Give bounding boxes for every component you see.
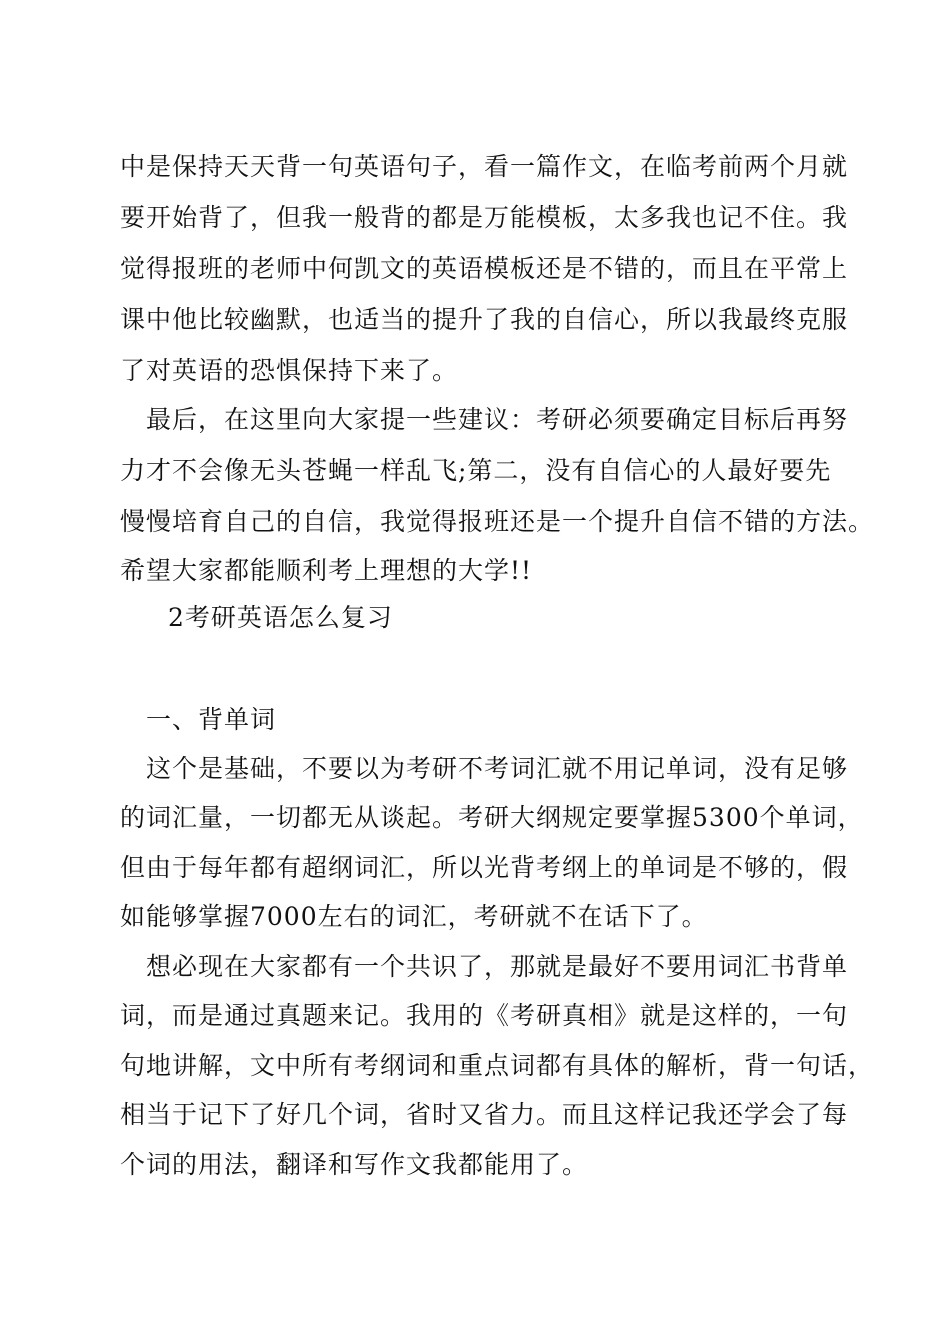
paragraph-3-line-1: 这个是基础，不要以为考研不考词汇就不用记单词，没有足够 — [146, 754, 849, 783]
paragraph-4-line-5: 个词的用法，翻译和写作文我都能用了。 — [120, 1150, 589, 1179]
paragraph-1-line-3: 觉得报班的老师中何凯文的英语模板还是不错的，而且在平常上 — [120, 254, 849, 283]
subsection-title: 一、背单词 — [146, 705, 277, 734]
section-title: 2考研英语怎么复习 — [168, 603, 393, 632]
paragraph-3-line-2: 的词汇量，一切都无从谈起。考研大纲规定要掌握5300个单词， — [120, 803, 864, 832]
paragraph-4-line-3: 句地讲解，文中所有考纲词和重点词都有具体的解析，背一句话， — [120, 1051, 875, 1080]
paragraph-2-line-2: 力才不会像无头苍蝇一样乱飞;第二，没有自信心的人最好要先 — [120, 456, 832, 485]
paragraph-3-line-4: 如能够掌握7000左右的词汇，考研就不在话下了。 — [120, 902, 708, 931]
paragraph-4-line-1: 想必现在大家都有一个共识了，那就是最好不要用词汇书背单 — [146, 952, 849, 981]
paragraph-2-line-4: 希望大家都能顺利考上理想的大学!! — [120, 556, 533, 585]
paragraph-3-line-3: 但由于每年都有超纲词汇，所以光背考纲上的单词是不够的，假 — [120, 853, 849, 882]
paragraph-4-line-4: 相当于记下了好几个词，省时又省力。而且这样记我还学会了每 — [120, 1100, 849, 1129]
paragraph-1-line-1: 中是保持天天背一句英语句子，看一篇作文，在临考前两个月就 — [120, 152, 849, 181]
paragraph-4-line-2: 词，而是通过真题来记。我用的《考研真相》就是这样的，一句 — [120, 1001, 849, 1030]
paragraph-1-line-2: 要开始背了，但我一般背的都是万能模板，太多我也记不住。我 — [120, 203, 849, 232]
paragraph-1-line-5: 了对英语的恐惧保持下来了。 — [120, 356, 459, 385]
paragraph-1-line-4: 课中他比较幽默，也适当的提升了我的自信心，所以我最终克服 — [120, 305, 849, 334]
paragraph-2-line-1: 最后，在这里向大家提一些建议：考研必须要确定目标后再努 — [146, 405, 849, 434]
paragraph-2-line-3: 慢慢培育自己的自信，我觉得报班还是一个提升自信不错的方法。 — [120, 507, 875, 536]
